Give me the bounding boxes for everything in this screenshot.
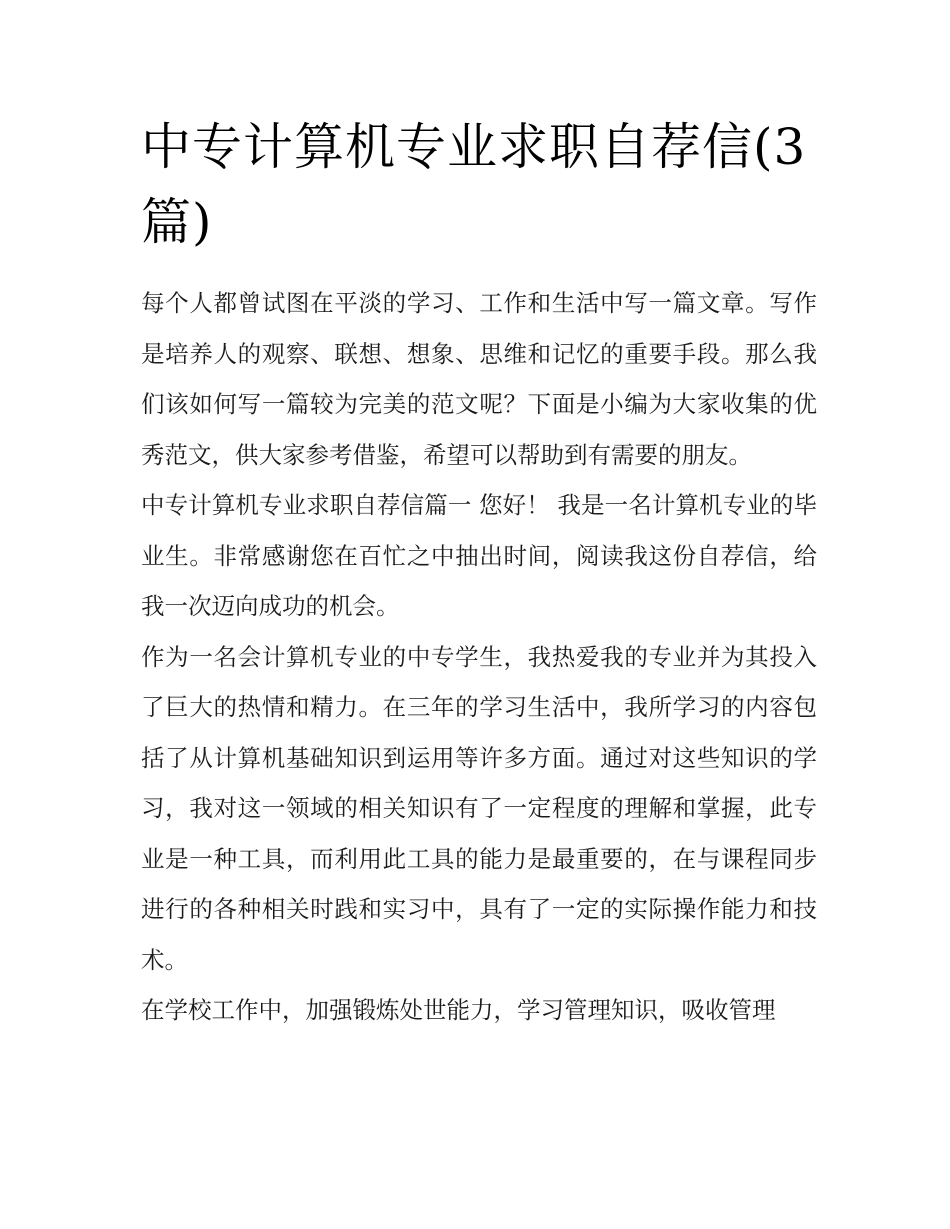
paragraph-letter-opening: 中专计算机专业求职自荐信篇一 您好！ 我是一名计算机专业的毕业生。非常感谢您在百忙之中抽出时间，阅读我这份自荐信，给我一次迈向成功的机会。 (141, 491, 817, 620)
paragraph-intro: 每个人都曾试图在平淡的学习、工作和生活中写一篇文章。写作是培养人的观察、联想、想象、思维和记忆的重要手段。那么我们该如何写一篇较为完美的范文呢？下面是小编为大家收集的优秀范文，供大家参考借鉴，希望可以帮助到有需要的朋友。 (141, 289, 817, 469)
paragraph-school-work: 在学校工作中，加强锻炼处世能力，学习管理知识，吸收管理 (141, 996, 776, 1024)
document-title: 中专计算机专业求职自荐信(3篇) (141, 118, 807, 251)
paragraph-major-study: 作为一名会计算机专业的中专学生，我热爱我的专业并为其投入了巨大的热情和精力。在三年的学习生活中，我所学习的内容包括了从计算机基础知识到运用等许多方面。通过对这些知识的学习，我对这一领域的相关知识有了一定程度的理解和掌握，此专业是一种工具，而利用此工具的能力是最重要的，在与课程同步进行的各种相关时践和实习中，具有了一定的实际操作能力和技术。 (141, 642, 817, 974)
document-body (141, 278, 817, 1036)
